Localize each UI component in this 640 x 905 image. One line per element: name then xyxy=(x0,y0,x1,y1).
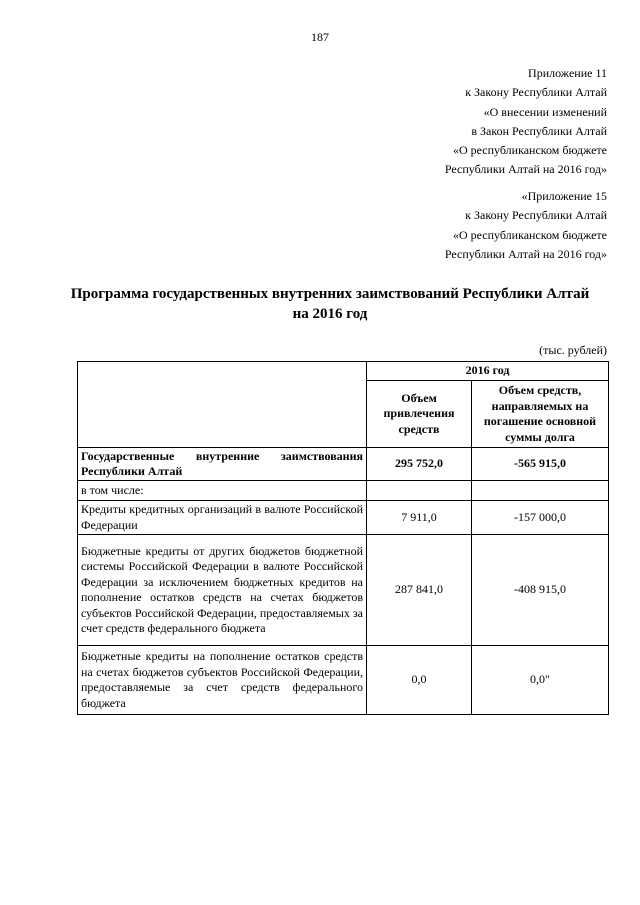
table-row xyxy=(78,646,609,715)
appendix-previous-heading xyxy=(445,187,607,264)
table-row xyxy=(78,535,609,646)
col-attract-header: Объем привлечения средств xyxy=(367,381,472,448)
appendix-current-heading xyxy=(445,64,607,180)
appendix-line: «О республиканском бюджете xyxy=(452,227,607,242)
borrowing-program-table xyxy=(77,361,609,715)
appendix-line: Приложение 11 xyxy=(528,66,607,80)
document-title xyxy=(40,284,620,324)
title-line: Программа государственных внутренних заимствований Республики Алтай xyxy=(70,286,590,302)
row-name: в том числе: xyxy=(78,481,367,501)
row-repay-value xyxy=(472,481,609,501)
row-name: Государственные внутренние заимствования Республики Алтай xyxy=(78,448,367,481)
appendix-line: Республики Алтай на 2016 год» xyxy=(444,246,607,261)
year-header: 2016 год xyxy=(367,362,609,381)
row-name: Кредиты кредитных организаций в валюте Российской Федерации xyxy=(78,501,367,535)
appendix-line: «Приложение 15 xyxy=(521,189,607,203)
row-attract-value: 0,0 xyxy=(367,646,472,715)
appendix-line: к Закону Республики Алтай xyxy=(465,85,607,100)
row-repay-value: -565 915,0 xyxy=(472,448,609,481)
header-empty-cell xyxy=(78,362,367,448)
row-attract-value: 295 752,0 xyxy=(367,448,472,481)
table-header-row xyxy=(78,362,609,381)
row-repay-value: 0,0" xyxy=(472,646,609,715)
appendix-line: «О республиканском бюджете xyxy=(452,143,607,158)
appendix-line: к Закону Республики Алтай xyxy=(465,208,607,223)
appendix-line: Республики Алтай на 2016 год» xyxy=(444,162,607,177)
row-repay-value: -157 000,0 xyxy=(472,501,609,535)
row-attract-value xyxy=(367,481,472,501)
units-label: (тыс. рублей) xyxy=(539,343,607,357)
table-row xyxy=(78,481,609,501)
row-name: Бюджетные кредиты от других бюджетов бюджетной системы Российской Федерации в валюте Российской Федерации за исключением бюджетных кредитов на пополнение остатков средств на счетах бюджетов субъектов Российской Федерации, предоставляемых за счет средств федерального бюджета xyxy=(78,535,367,646)
row-name: Бюджетные кредиты на пополнение остатков средств на счетах бюджетов субъектов Российской Федерации, предоставляемые за счет средств федерального бюджета xyxy=(78,646,367,715)
table-row xyxy=(78,501,609,535)
title-line: на 2016 год xyxy=(292,306,368,322)
appendix-line: «О внесении изменений xyxy=(483,104,607,119)
row-attract-value: 7 911,0 xyxy=(367,501,472,535)
page-number: 187 xyxy=(311,30,329,44)
row-repay-value: -408 915,0 xyxy=(472,535,609,646)
appendix-line: в Закон Республики Алтай xyxy=(471,123,607,138)
col-repay-header: Объем средств, направляемых на погашение основной суммы долга xyxy=(472,381,609,448)
table-row xyxy=(78,448,609,481)
row-attract-value: 287 841,0 xyxy=(367,535,472,646)
